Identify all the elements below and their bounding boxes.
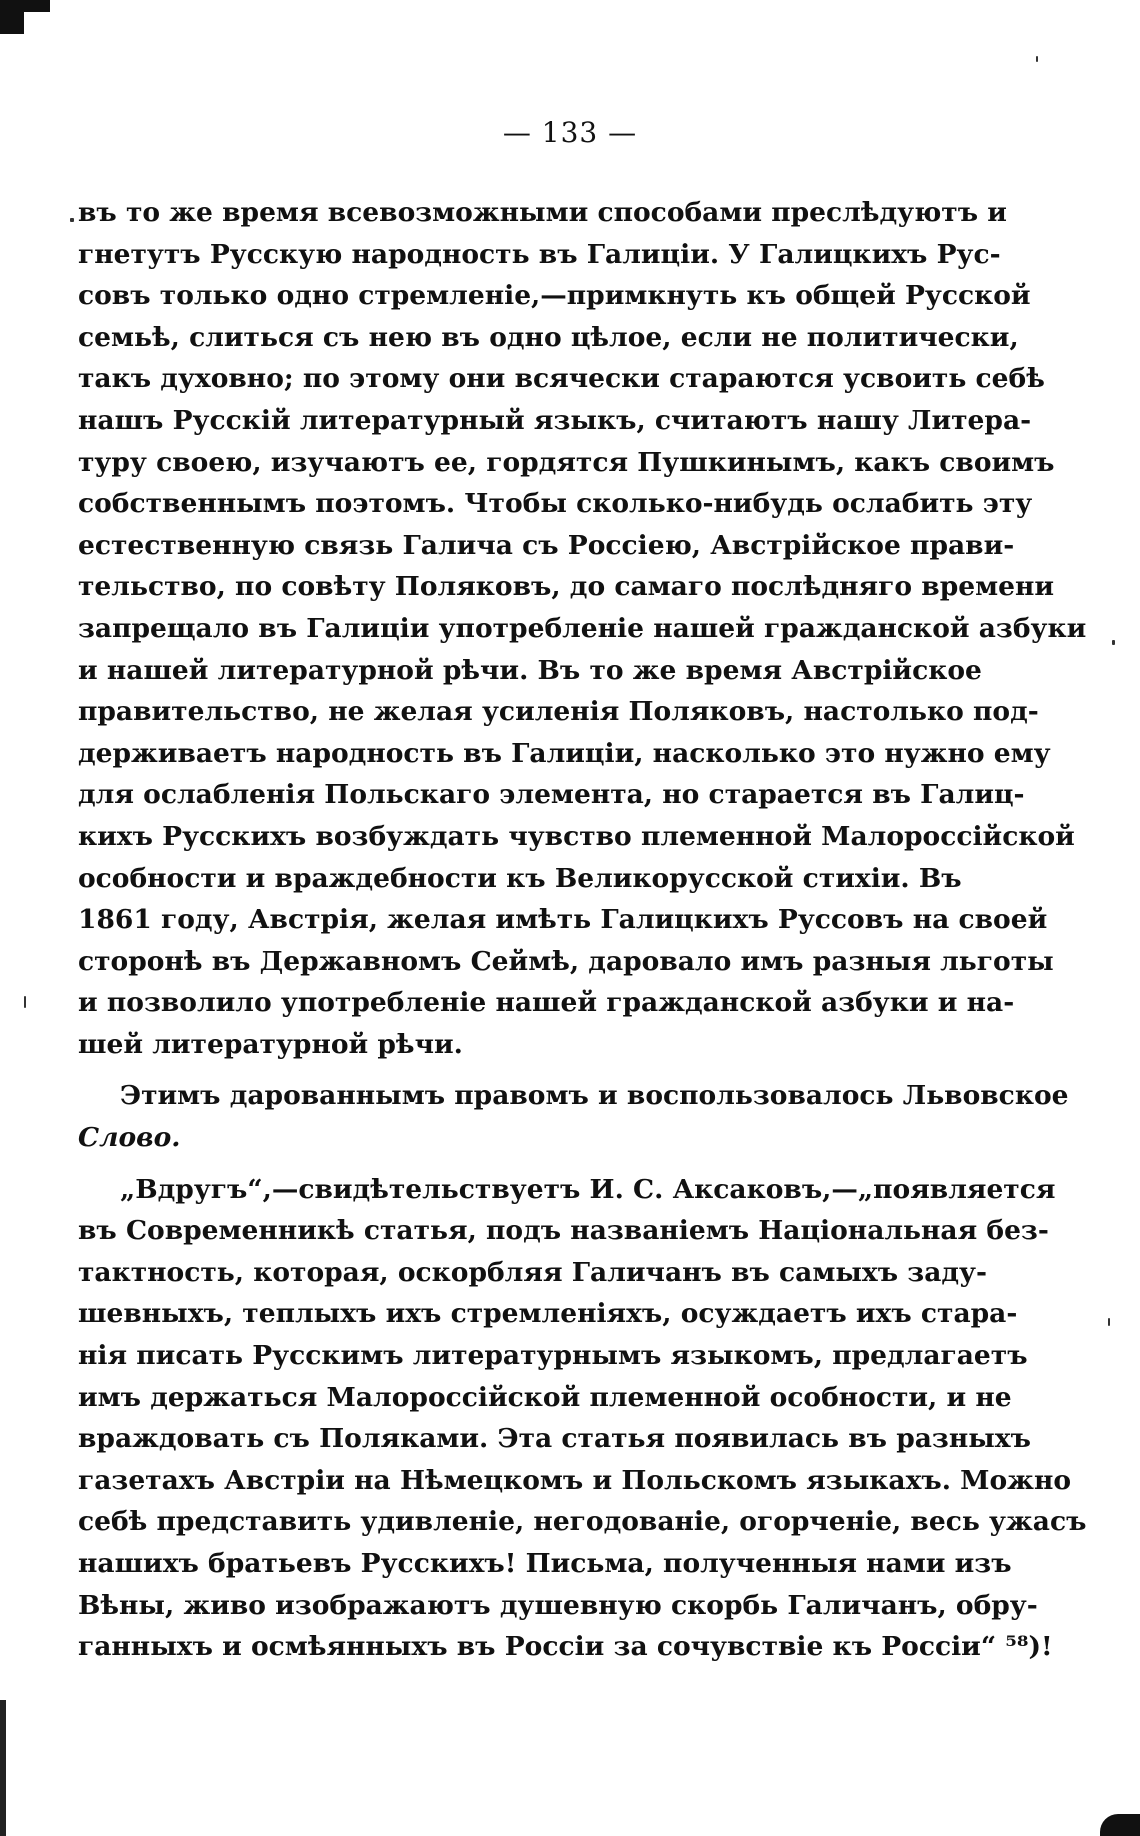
- page-number: — 133 —: [502, 116, 638, 149]
- paragraph-gap: [78, 1065, 934, 1075]
- text-line: семьѣ, слиться съ нею въ одно цѣлое, если не политически,: [78, 321, 1019, 353]
- scan-artifact-bottom-right: [1100, 1814, 1140, 1836]
- scan-speck: [70, 218, 74, 222]
- text-line: запрещало въ Галиціи употребленіе нашей гражданской азбуки: [78, 612, 1087, 644]
- text-line: держиваетъ народность въ Галиціи, насколько это нужно ему: [78, 737, 1051, 769]
- text-line: Этимъ дарованнымъ правомъ и воспользовалось Львовское: [120, 1080, 1069, 1112]
- text-line: ганныхъ и осмѣянныхъ въ Россіи за сочувствіе къ Россіи“ ⁵⁸)!: [78, 1631, 1053, 1663]
- text-line: совъ только одно стремленіе,—примкнуть къ общей Русской: [78, 280, 1031, 312]
- text-line: себѣ представить удивленіе, негодованіе, огорченіе, весь ужасъ: [78, 1506, 1087, 1538]
- text-line: Вѣны, живо изображаютъ душевную скорбь Галичанъ, обру-: [78, 1589, 1038, 1621]
- text-line: тактность, которая, оскорбляя Галичанъ въ самыхъ заду-: [78, 1256, 987, 1288]
- paragraph: [78, 192, 1087, 1065]
- text-line: для ослабленія Польскаго элемента, но старается въ Галиц-: [78, 779, 1025, 811]
- text-line: сторонѣ въ Державномъ Сеймѣ, даровало имъ разныя льготы: [78, 945, 1054, 977]
- scan-artifact-top-left-strip: [24, 0, 50, 12]
- text-line: Слово.: [78, 1122, 181, 1154]
- text-line: гнетутъ Русскую народность въ Галиціи. У Галицкихъ Рус-: [78, 238, 1001, 270]
- scan-speck: [1036, 56, 1038, 62]
- scan-speck: [24, 996, 26, 1008]
- text-line: собственнымъ поэтомъ. Чтобы сколько-нибудь ослабить эту: [78, 488, 1033, 520]
- text-line: 1861 году, Австрія, желая имѣть Галицкихъ Руссовъ на своей: [78, 904, 1048, 936]
- text-line: естественную связь Галича съ Россіею, Австрійское прави-: [78, 529, 1015, 561]
- scan-artifact-left-edge: [0, 1700, 6, 1836]
- paragraph-gap: [78, 1159, 934, 1169]
- text-line: враждовать съ Поляками. Эта статья появилась въ разныхъ: [78, 1423, 1031, 1455]
- scan-speck: [1112, 640, 1115, 645]
- text-line: нашъ Русскій литературный языкъ, считаютъ нашу Литера-: [78, 404, 1032, 436]
- text-line: нашихъ братьевъ Русскихъ! Письма, полученныя нами изъ: [78, 1548, 1012, 1579]
- text-line: тельство, по совѣту Поляковъ, до самаго послѣдняго времени: [78, 571, 1055, 603]
- text-line: туру своею, изучаютъ ее, гордятся Пушкинымъ, какъ своимъ: [78, 446, 1055, 478]
- text-line: шей литературной рѣчи.: [78, 1028, 463, 1060]
- text-line: и нашей литературной рѣчи. Въ то же время Австрійское: [78, 654, 982, 686]
- paragraph: [78, 1169, 1087, 1668]
- text-line: шевныхъ, теплыхъ ихъ стремленіяхъ, осуждаетъ ихъ стара-: [78, 1298, 1018, 1330]
- text-line: въ то же время всевозможными способами преслѣдуютъ и: [78, 197, 1007, 228]
- scan-artifact-top-left: [0, 0, 24, 34]
- text-line: и позволило употребленіе нашей гражданской азбуки и на-: [78, 987, 1015, 1019]
- scan-speck: [1108, 1318, 1110, 1326]
- text-line: въ Современникѣ статья, подъ названіемъ Національная без-: [78, 1215, 1049, 1247]
- text-line: нія писать Русскимъ литературнымъ языкомъ, предлагаетъ: [78, 1340, 1028, 1372]
- text-line: такъ духовно; по этому они всячески стараются усвоить себѣ: [78, 363, 1045, 395]
- text-line: правительство, не желая усиленія Поляковъ, настолько под-: [78, 696, 1039, 728]
- text-line: газетахъ Австріи на Нѣмецкомъ и Польскомъ языкахъ. Можно: [78, 1464, 1072, 1496]
- text-line: кихъ Русскихъ возбуждать чувство племенной Малороссійской: [78, 820, 1075, 852]
- paragraph: [78, 1075, 1069, 1158]
- text-line: „Вдругъ“,—свидѣтельствуетъ И. С. Аксаковъ,—„появляется: [120, 1173, 1056, 1205]
- text-line: особности и враждебности къ Великорусской стихіи. Въ: [78, 862, 962, 894]
- body-text: [78, 192, 1087, 1668]
- text-line: имъ держаться Малороссійской племенной особности, и не: [78, 1381, 1012, 1413]
